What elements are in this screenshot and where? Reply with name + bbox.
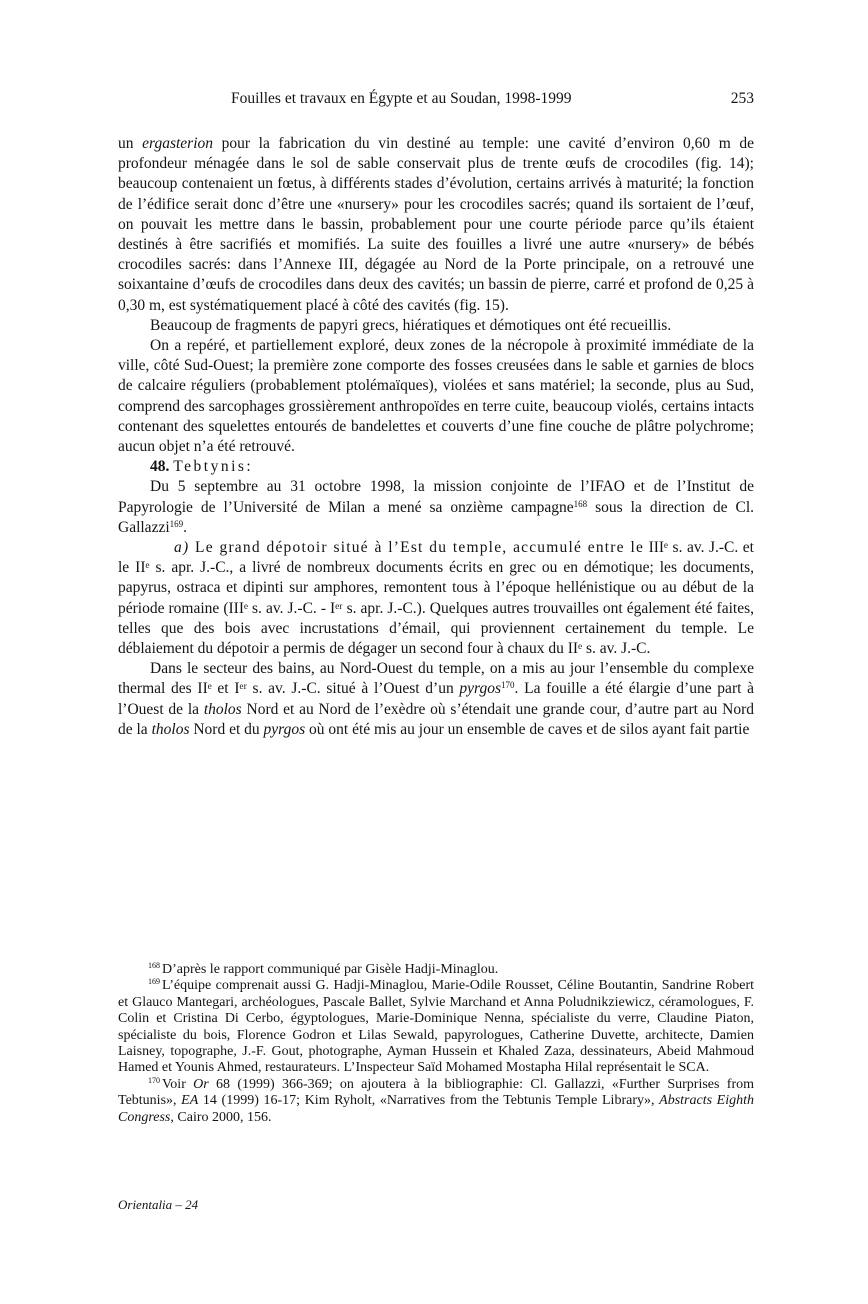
text-run: Le grand dépotoir situé à l’Est du temple, accumulé entre le bbox=[189, 539, 645, 557]
text-run: IIIᵉ s. av. J.-C. et le IIᵉ s. apr. J.-C., a livré de nombreux documents écrits en grec ou en démotique; les documents, papyrus, ostraca et dipinti sur amphores, remontent tous à l’époque hellénistique ou au début de la période romaine (IIIᵉ s. av. J.-C. - Iᵉʳ s. apr. J.-C.). Quelques autres trouvailles ont également été faites, telles que des bois avec incrustations d’émail, qui proviennent certainement du temple. Le déblaiement du dépotoir a permis de dégager un second four à chaux du IIᵉ s. av. J.-C. bbox=[118, 539, 754, 658]
footnote-mark: 169 bbox=[148, 977, 160, 987]
page-number: 253 bbox=[730, 90, 754, 107]
footnote-169 bbox=[118, 978, 754, 1076]
footnote-168 bbox=[118, 962, 754, 978]
text-run: Nord et au Nord de l’exèdre où s’étendait une grande cour, d’autre part au Nord de la bbox=[118, 700, 754, 738]
running-title: Fouilles et travaux en Égypte et au Soudan, 1998-1999 bbox=[231, 90, 572, 107]
paragraph-5 bbox=[118, 538, 754, 659]
footnote-text: 14 (1999) 16-17; Kim Ryholt, «Narratives from the Tebtunis Temple Library», bbox=[198, 1093, 660, 1109]
paragraph-2: Beaucoup de fragments de papyri grecs, hiératiques et démotiques ont été recueillis. bbox=[150, 316, 672, 334]
text-run: Nord et du bbox=[189, 720, 264, 738]
section-number: 48. bbox=[150, 458, 170, 476]
subsection-label: a) bbox=[174, 539, 190, 557]
footnote-mark: 170 bbox=[148, 1075, 160, 1085]
body-text bbox=[118, 134, 754, 740]
paragraph-6 bbox=[118, 659, 754, 740]
footnote-text: D’après le rapport communiqué par Gisèle Hadji-Minaglou. bbox=[162, 962, 499, 977]
italic-term: pyrgos bbox=[459, 680, 502, 698]
paragraph-4 bbox=[118, 477, 754, 538]
page-header bbox=[118, 90, 754, 112]
text-run: Du 5 septembre au 31 octobre 1998, la mission conjointe de l’IFAO et de l’Institut de Papyrologie de l’Université de Milan a mené sa onzième campagne bbox=[118, 478, 754, 516]
paragraph-3: On a repéré, et partiellement exploré, deux zones de la nécropole à proximité immédiate de la ville, côté Sud-Ouest; la première zone comporte des fosses creusées dans le sable et garnies de blocs de calcaire réguliers (probablement ptolémaïques), violées et sans matériel; la seconde, plus au Sud, comprend des sarcophages grossièrement anthropoïdes en terre cuite, beaucoup violés, certains intacts contenant des squelettes entourés de bandelettes et couverts d’une fine couche de plâtre polychrome; aucun objet n’a été retrouvé. bbox=[118, 337, 754, 456]
footnote-170 bbox=[118, 1077, 754, 1126]
journal-abbrev: Or bbox=[193, 1076, 209, 1092]
text-run: un bbox=[118, 135, 143, 152]
italic-term: tholos bbox=[203, 700, 242, 718]
footnote-ref[interactable]: 170 bbox=[501, 680, 515, 691]
text-run: . bbox=[183, 518, 188, 536]
publication-title: Abstracts Eighth Congress bbox=[118, 1093, 754, 1125]
footnote-ref[interactable]: 169 bbox=[169, 518, 184, 529]
footnote-text: L’équipe comprenait aussi G. Hadji-Minaglou, Marie-Odile Rousset, Céline Boutantin, Sandrine Robert et Glauco Mantegari, archéologues, Pascale Ballet, Sylvie Marchand et Anna Poludnikziewicz, céramologues, F. Colin et Cristina Di Cerbo, égyptologues, Marie-Dominique Nenna, spécialiste du verre, Claudine Piaton, spécialiste du bois, Florence Godron et Lilas Sewald, papyrologues, Catherine Duvette, architecte, Damien Laisney, topographe, J.-F. Gout, photographe, Ayman Hussein et Khaled Zaza, dessinateurs, Abeid Mahmoud Hamed et Younis Ahmed, restaurateurs. L’Inspecteur Saïd Mohamed Mostapha Hilal représentait le SCA. bbox=[118, 978, 754, 1076]
italic-term: pyrgos bbox=[263, 720, 306, 738]
footnote-mark: 168 bbox=[148, 961, 160, 970]
footnote-text: 68 (1999) 366-369; on ajoutera à la bibliographie: Cl. Gallazzi, «Further Surprises from Tebtunis», bbox=[118, 1076, 754, 1109]
section-heading bbox=[118, 457, 754, 477]
footnote-text: Voir bbox=[162, 1076, 194, 1092]
text-run: pour la fabrication du vin destiné au temple: une cavité d’environ 0,60 m de profondeur ménagée dans le sol de sable conservait plus de trente œufs de crocodiles (fig. 14); beaucoup contenaient un fœtus, à différents stades d’évolution, certains arrivés à maturité; la fonction de l’édifice serait donc d’être une «nursery» pour les crocodiles sacrés; quand ils sortaient de l’œuf, on pouvait les mettre dans le bassin, probablement pour une courte période parce qu’ils étaient destinés à être sacrifiés et momifiés. La suite des fouilles a livré une autre «nursery» de bébés crocodiles sacrés: dans l’Annexe III, dégagée au Nord de la Porte principale, on a retrouvé une soixantaine d’œufs de crocodiles dans deux des cavités; un bassin de pierre, carré et profond de 0,25 à 0,30 m, est systématiquement placé à côté des cavités (fig. 15). bbox=[118, 135, 754, 314]
journal-abbrev: EA bbox=[181, 1093, 199, 1109]
page-footer bbox=[118, 1197, 198, 1213]
text-run: où ont été mis au jour un ensemble de caves et de silos ayant fait partie bbox=[305, 720, 750, 738]
text-run: . La fouille a été élargie d’une part à l’Ouest de la bbox=[118, 680, 754, 718]
section-title: Tebtynis: bbox=[173, 458, 254, 476]
footnotes bbox=[118, 962, 754, 1126]
paragraph-1 bbox=[118, 134, 754, 316]
italic-term: ergasterion bbox=[142, 135, 214, 152]
italic-term: tholos bbox=[151, 720, 190, 738]
footnote-ref[interactable]: 168 bbox=[573, 498, 588, 509]
text-run: Dans le secteur des bains, au Nord-Ouest du temple, on a mis au jour l’ensemble du complexe thermal des IIᵉ et Iᵉʳ s. av. J.-C. situé à l’Ouest d’un bbox=[118, 660, 754, 698]
text-run: sous la direction de Cl. Gallazzi bbox=[118, 498, 755, 536]
footer-text: Orientalia – 24 bbox=[118, 1197, 199, 1212]
footnote-text: , Cairo 2000, 156. bbox=[170, 1109, 272, 1125]
